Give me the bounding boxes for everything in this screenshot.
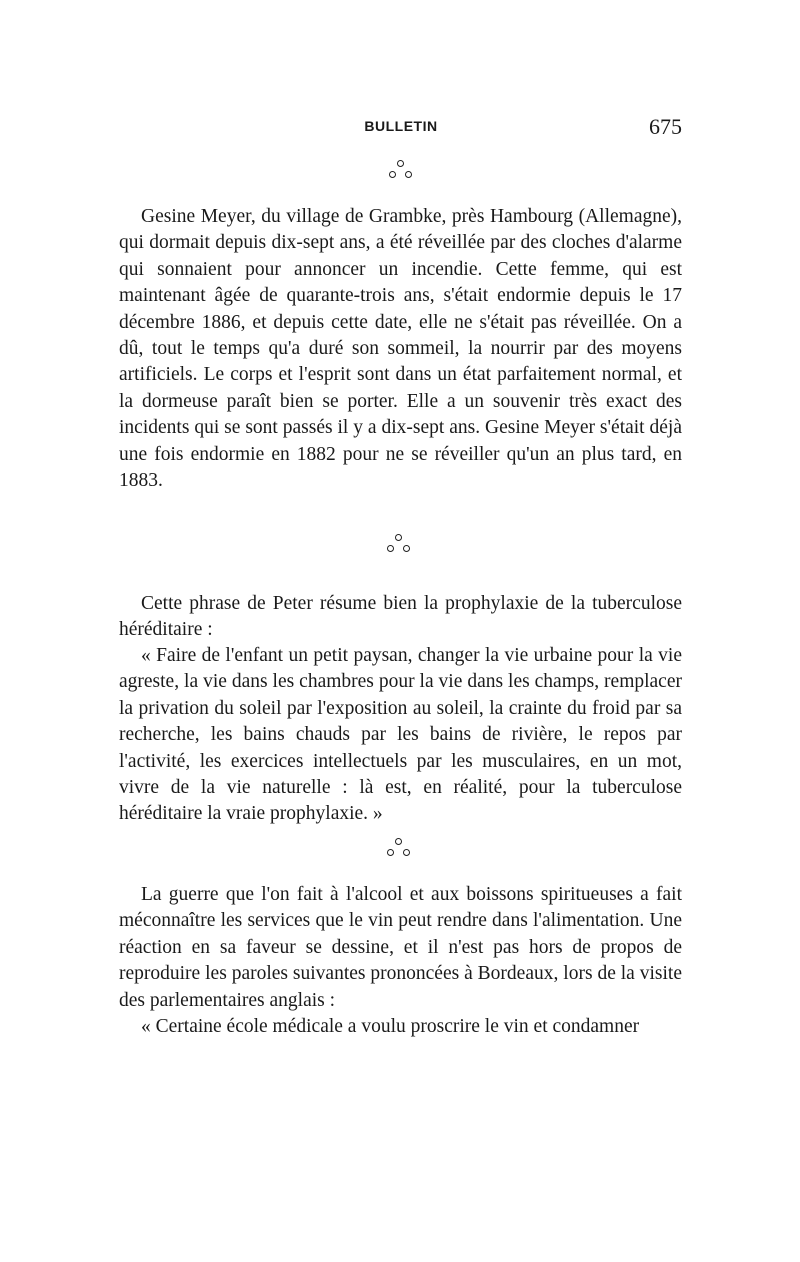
asterism-separator xyxy=(378,838,418,864)
asterism-separator xyxy=(378,534,418,560)
paragraph-peter-intro: Cette phrase de Peter résume bien la prophylaxie de la tuberculose héréditaire : xyxy=(119,593,682,641)
page-header xyxy=(120,114,682,144)
asterism-separator xyxy=(380,160,420,186)
page-number: 675 xyxy=(649,114,682,139)
paragraph-quote-start: « Certaine école médicale a voulu proscrire le vin et condamner xyxy=(141,1016,640,1037)
paragraph-gesine-meyer: Gesine Meyer, du village de Grambke, près Hambourg (Allemagne), qui dormait depuis dix-sept ans, a été réveillée par des cloches d'alarme qui sonnaient pour annoncer un incendie. Cette femme, qui est maintenant âgée de quarante-trois ans, s'était endormie depuis le 17 décembre 1886, et depuis cette date, elle ne s'était pas réveillée. On a dû, tout le temps qu'a duré son sommeil, la nourrir par des moyens artificiels. Le corps et l'esprit sont dans un état parfaitement normal, et la dormeuse paraît bien se porter. Elle a un souvenir très exact des incidents qui se sont passés il y a dix-sept ans. Gesine Meyer s'était déjà une fois endormie en 1882 pour ne se réveiller qu'un an plus tard, en 1883. xyxy=(119,206,682,492)
paragraph-vin: La guerre que l'on fait à l'alcool et aux boissons spiritueuses a fait méconnaître les services que le vin peut rendre dans l'alimentation. Une réaction en sa faveur se dessine, et il n'est pas hors de propos de reproduire les paroles suivantes prononcées à Bordeaux, lors de la visite des parlementaires anglais : xyxy=(119,884,682,1011)
paragraph-peter-quote: « Faire de l'enfant un petit paysan, changer la vie urbaine pour la vie agreste, la vie dans les chambres pour la vie dans les champs, remplacer la privation du soleil par l'exposition au soleil, la crainte du froid par sa recherche, les bains chauds par les bains de rivière, le repos par l'activité, les exercices intellectuels par les musculaires, en un mot, vivre de la vie naturelle : là est, en réalité, pour la tuberculose héréditaire la vraie prophylaxie. » xyxy=(119,645,682,825)
running-head: BULLETIN xyxy=(364,118,438,134)
